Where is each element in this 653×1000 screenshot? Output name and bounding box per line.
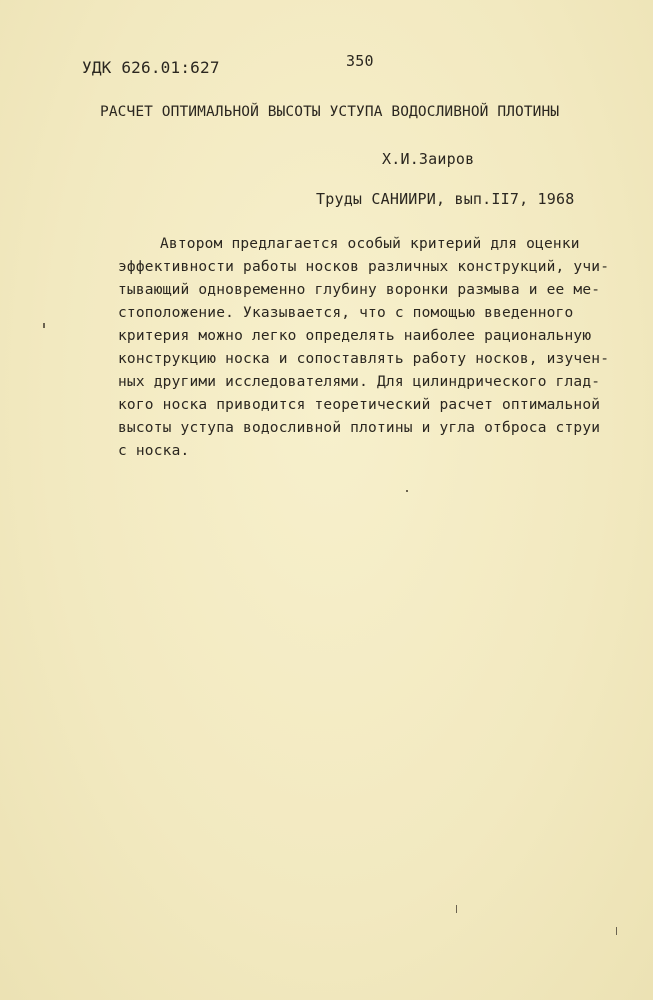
article-source: Труды САНИИРИ, вып.II7, 1968: [316, 190, 575, 208]
paper-speck: [616, 927, 617, 935]
paper-speck: [406, 490, 408, 492]
paper-speck: [43, 323, 45, 328]
abstract-line: высоты уступа водосливной плотины и угла отброса струи: [118, 420, 601, 436]
page-number: 350: [346, 52, 374, 70]
udk-code: УДК 626.01:627: [82, 58, 220, 77]
abstract-line: стоположение. Указывается, что с помощью введенного: [118, 305, 574, 321]
article-author: Х.И.Заиров: [382, 150, 475, 168]
article-title: РАСЧЕТ ОПТИМАЛЬНОЙ ВЫСОТЫ УСТУПА ВОДОСЛИВНОЙ ПЛОТИНЫ: [100, 104, 560, 120]
abstract-line: кого носка приводится теоретический расчет оптимальной: [118, 397, 601, 413]
abstract-line: ных другими исследователями. Для цилиндрического глад-: [118, 374, 601, 390]
abstract-line: эффективности работы носков различных конструкций, учи-: [118, 259, 610, 275]
abstract-line: с носка.: [118, 443, 190, 459]
abstract-line: критерия можно легко определять наиболее рациональную: [118, 328, 592, 344]
abstract-line: Автором предлагается особый критерий для оценки: [160, 236, 580, 252]
abstract-line: тывающий одновременно глубину воронки размыва и ее ме-: [118, 282, 601, 298]
paper-speck: [456, 905, 457, 913]
abstract-line: конструкцию носка и сопоставлять работу носков, изучен-: [118, 351, 610, 367]
